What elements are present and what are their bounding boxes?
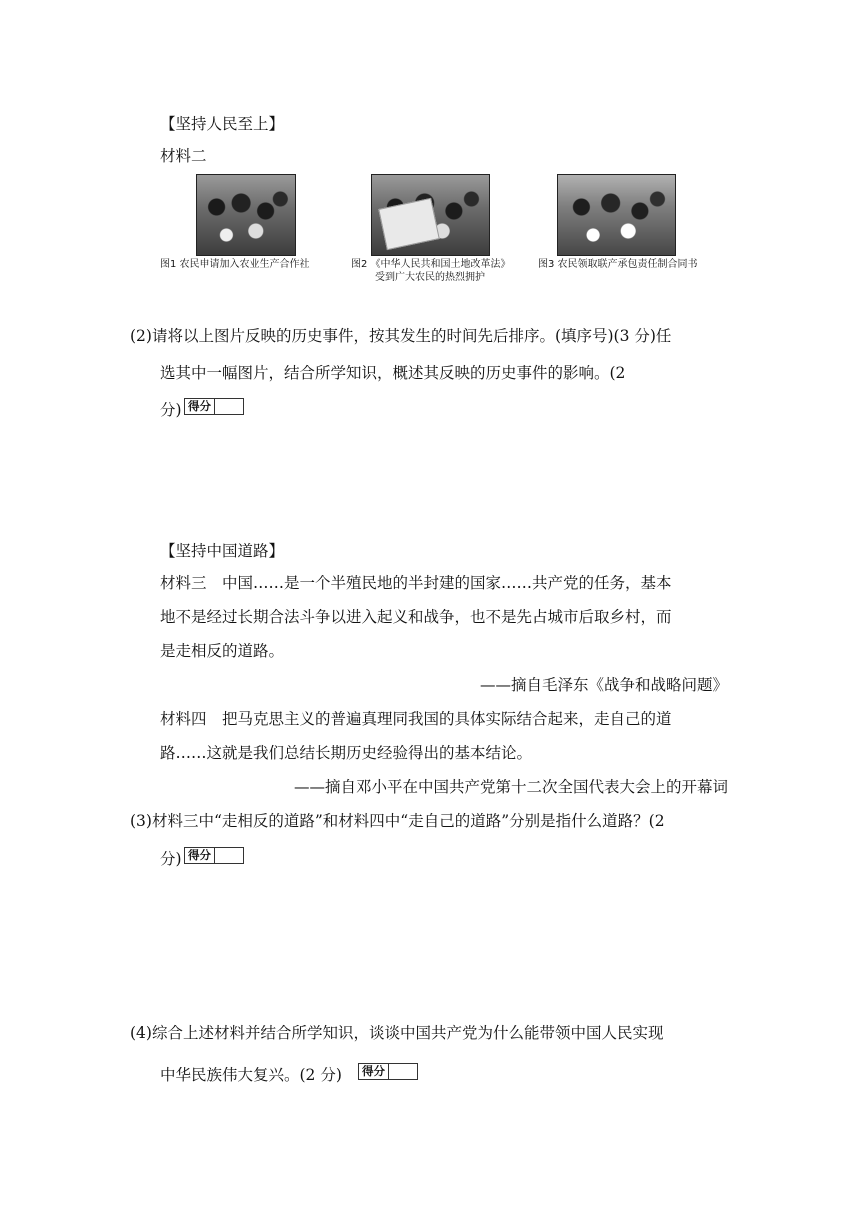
figure-1-caption: 图1 农民申请加入农业生产合作社 xyxy=(160,259,310,270)
material-4-line1: 材料四 把马克思主义的普遍真理同我国的具体实际结合起来，走自己的道 xyxy=(160,710,672,728)
material-2-label: 材料二 xyxy=(160,147,207,165)
material-3-line2: 地不是经过长期合法斗争以进入起义和战争，也不是先占城市后取乡村，而 xyxy=(160,608,672,626)
material-3-line1: 材料三 中国……是一个半殖民地的半封建的国家……共产党的任务，基本 xyxy=(160,574,672,592)
material-4-line2: 路……这就是我们总结长期历史经验得出的基本结论。 xyxy=(160,744,533,762)
question-3-line1: (3)材料三中“走相反的道路”和材料四中“走自己的道路”分别是指什么道路？(2 xyxy=(130,812,665,830)
score-label: 得分 xyxy=(358,1063,389,1080)
score-input[interactable] xyxy=(215,847,244,864)
question-4-line2: 中华民族伟大复兴。(2 分) xyxy=(160,1066,342,1084)
material-3-line3: 是走相反的道路。 xyxy=(160,642,285,660)
figure-2-caption: 图2 《中华人民共和国土地改革法》 xyxy=(351,259,511,270)
figure-3-photo xyxy=(557,174,676,256)
question-3-score-box[interactable] xyxy=(184,847,244,864)
question-3-line2: 分) xyxy=(160,850,182,868)
material-3-source: ——摘自毛泽东《战争和战略问题》 xyxy=(479,676,728,694)
question-2-line2: 选其中一幅图片，结合所学知识，概述其反映的历史事件的影响。(2 xyxy=(160,364,626,382)
figure-3-caption: 图3 农民领取联产承包责任制合同书 xyxy=(538,259,698,270)
question-2-line1: (2)请将以上图片反映的历史事件，按其发生的时间先后排序。(填序号)(3 分)任 xyxy=(130,327,672,345)
figure-2-caption-line2: 受到广大农民的热烈拥护 xyxy=(375,272,485,283)
question-4-line1: (4)综合上述材料并结合所学知识，谈谈中国共产党为什么能带领中国人民实现 xyxy=(130,1024,664,1042)
figure-2-photo xyxy=(371,174,490,256)
section-title-road: 【坚持中国道路】 xyxy=(160,542,285,560)
score-label: 得分 xyxy=(184,398,215,415)
question-4-score-box[interactable] xyxy=(358,1063,418,1080)
score-input[interactable] xyxy=(215,398,244,415)
material-4-source: ——摘自邓小平在中国共产党第十二次全国代表大会上的开幕词 xyxy=(293,778,728,796)
question-2-line3: 分) xyxy=(160,401,182,419)
score-input[interactable] xyxy=(389,1063,418,1080)
question-2-score-box[interactable] xyxy=(184,398,244,415)
section-title-people: 【坚持人民至上】 xyxy=(160,115,285,133)
score-label: 得分 xyxy=(184,847,215,864)
figure-1-photo xyxy=(196,174,296,256)
